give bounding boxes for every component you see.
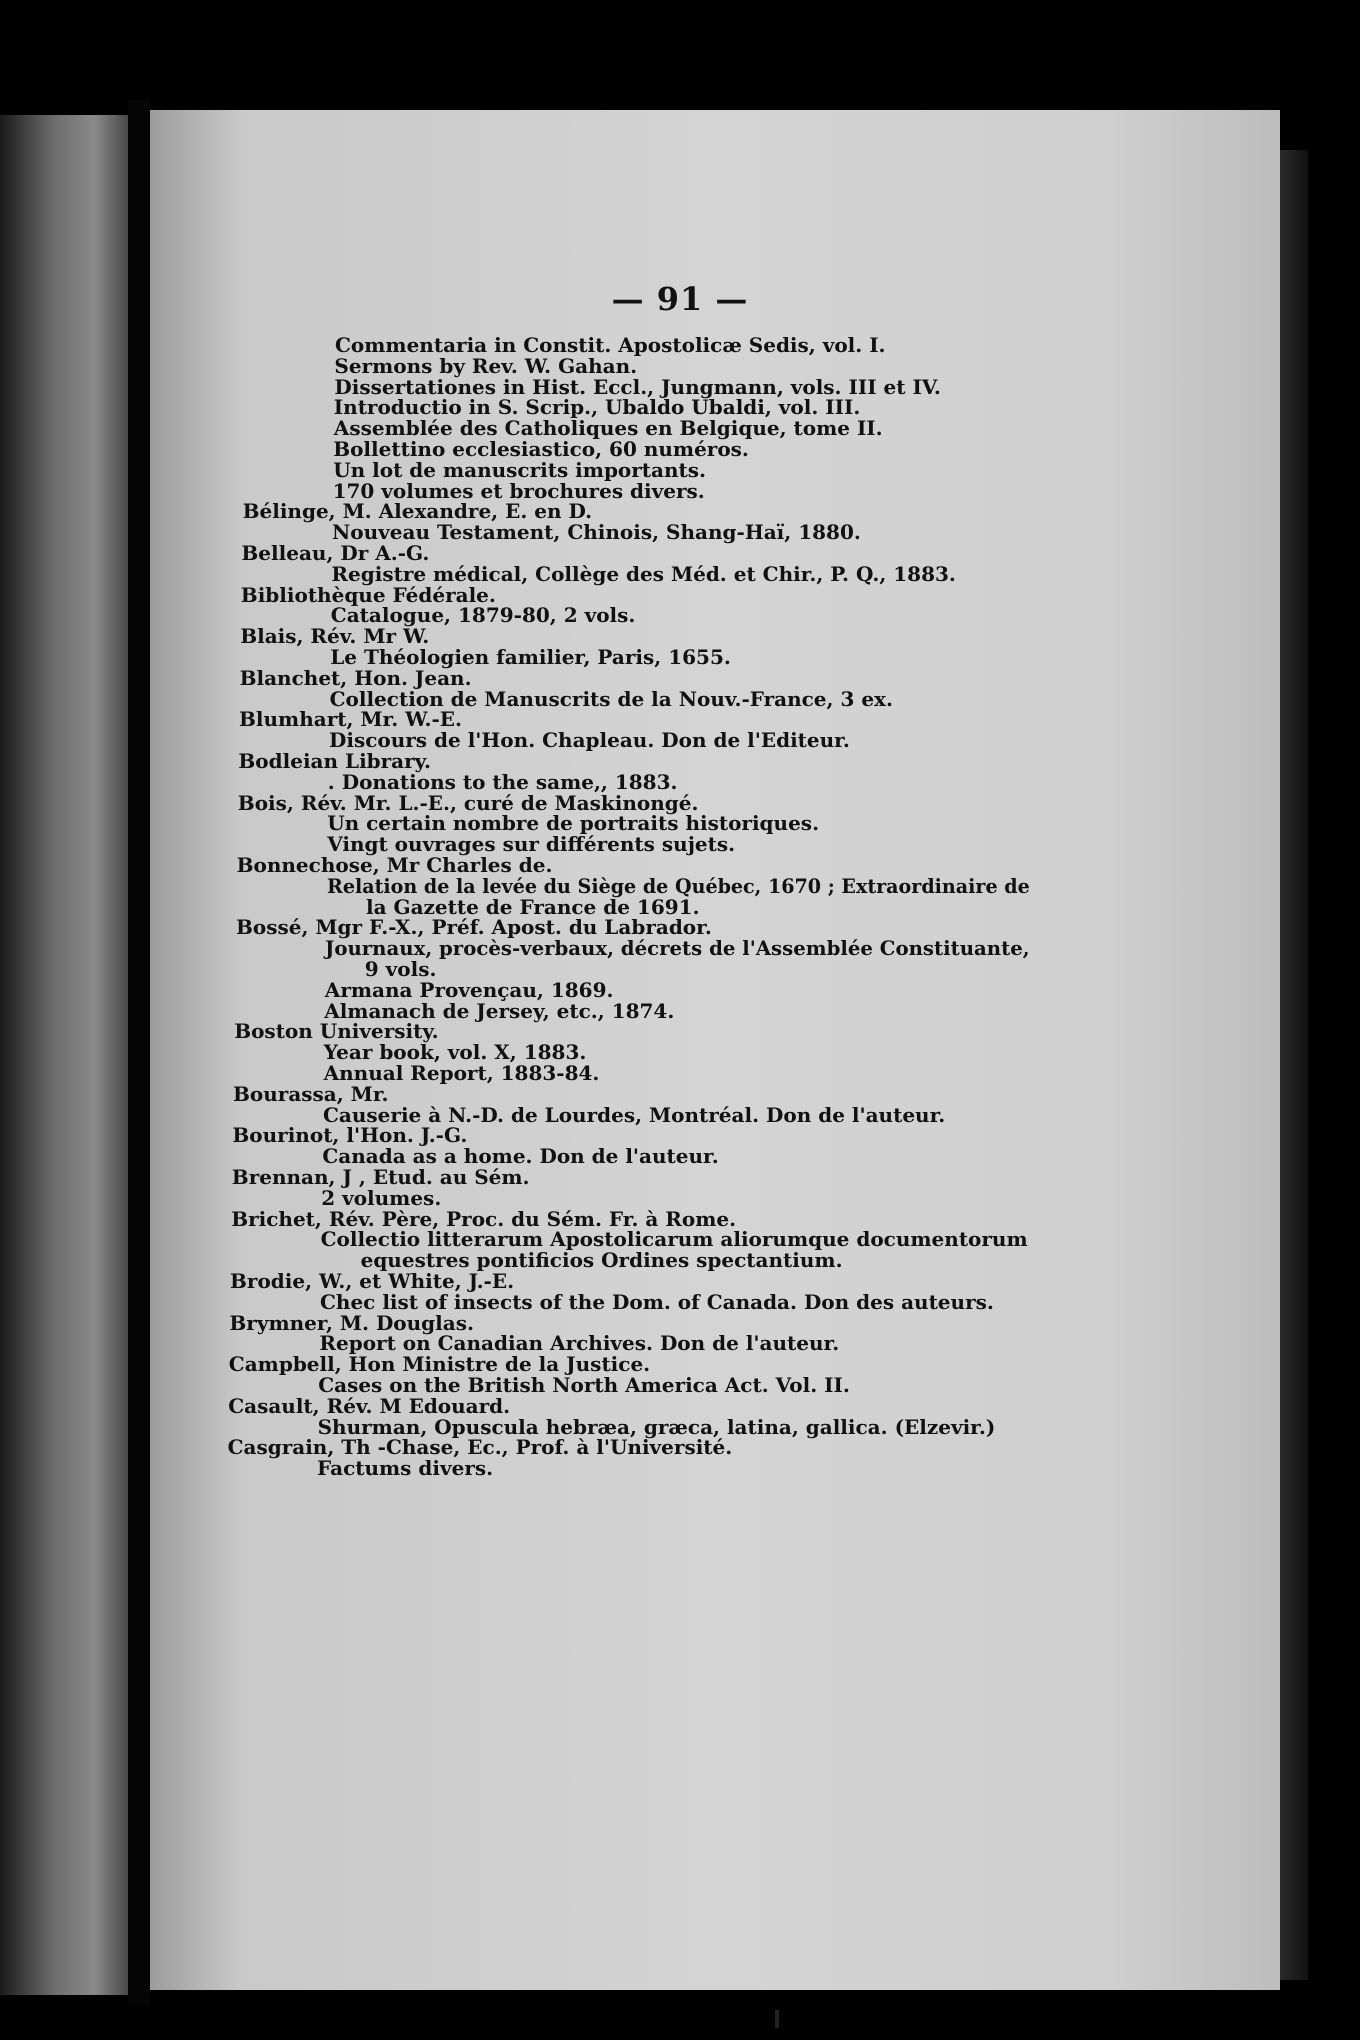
donated-item: Sermons by Rev. W. Gahan. (334, 353, 638, 378)
donated-item: Chec list of insects of the Dom. of Canada. Don des auteurs. (320, 1289, 994, 1314)
donated-item: Cases on the British North America Act. Vol. II. (318, 1373, 850, 1397)
donated-item: Report on Canadian Archives. Don de l'auteur. (319, 1331, 840, 1356)
donor-name: Brodie, W., et White, J.-E. (230, 1269, 515, 1293)
donated-item: Year book, vol. X, 1883. (323, 1040, 587, 1065)
donor-name: Bois, Rév. Mr. L.-E., curé de Maskinongé. (237, 790, 699, 815)
page-number: — 91 — (611, 280, 749, 318)
donated-item: 9 vols. (364, 957, 437, 981)
donated-item: 170 volumes et brochures divers. (332, 478, 705, 503)
donated-item: Un certain nombre de portraits historiques. (327, 811, 820, 836)
donor-name: Blumhart, Mr. W.-E. (239, 707, 462, 732)
book-gutter (128, 100, 150, 2005)
donated-item: Dissertationes in Hist. Eccl., Jungmann, vols. III et IV. (334, 374, 941, 399)
donor-name: Bonnechose, Mr Charles de. (236, 853, 553, 877)
donor-name: Bourassa, Mr. (233, 1081, 389, 1106)
donor-name: Bélinge, M. Alexandre, E. en D. (242, 499, 593, 524)
donor-name: Bourinot, l'Hon. J.-G. (232, 1123, 468, 1148)
donated-item: Annual Report, 1883-84. (323, 1061, 600, 1085)
donor-name: Brymner, M. Douglas. (229, 1310, 474, 1335)
donated-item: Discours de l'Hon. Chapleau. Don de l'Editeur. (329, 728, 850, 753)
donor-name: Bodleian Library. (238, 749, 431, 773)
donated-item: . Donations to the same,, 1883. (327, 769, 678, 794)
donated-item: Collection de Manuscrits de la Nouv.-France, 3 ex. (329, 686, 893, 711)
donor-name: Casgrain, Th -Chase, Ec., Prof. à l'Université. (227, 1435, 733, 1460)
donor-name: Belleau, Dr A.-G. (241, 541, 430, 565)
donated-item: Vingt ouvrages sur différents sujets. (327, 832, 736, 857)
page-mark (775, 2010, 779, 2028)
donated-item: Bollettino ecclesiastico, 60 numéros. (333, 437, 749, 461)
donated-item: Le Théologien familier, Paris, 1655. (330, 645, 731, 669)
donated-item: Causerie à N.-D. de Lourdes, Montréal. Don de l'auteur. (323, 1102, 946, 1127)
donated-item: Journaux, procès-verbaux, décrets de l'Assemblée Constituante, (325, 936, 1031, 961)
donated-item: Shurman, Opuscula hebræa, græca, latina, gallica. (Elzevir.) (317, 1414, 996, 1439)
donor-name: Boston University. (234, 1019, 439, 1044)
donated-item: Armana Provençau, 1869. (324, 977, 614, 1002)
donor-name: Campbell, Hon Ministre de la Justice. (228, 1352, 651, 1377)
donated-item: Commentaria in Constit. Apostolicæ Sedis, vol. I. (335, 333, 886, 357)
page-edge-shadow (1280, 150, 1308, 1980)
donor-name: Blanchet, Hon. Jean. (239, 665, 472, 690)
donor-name: Bossé, Mgr F.-X., Préf. Apost. du Labrador. (236, 915, 712, 940)
donated-item: Collectio litterarum Apostolicarum aliorumque documentorum (320, 1227, 1028, 1252)
donor-name: Brichet, Rév. Père, Proc. du Sém. Fr. à Rome. (231, 1206, 737, 1231)
donor-name: Bibliothèque Fédérale. (240, 582, 496, 607)
donor-name: Brennan, J , Etud. au Sém. (231, 1165, 530, 1189)
donated-item: Catalogue, 1879-80, 2 vols. (330, 603, 636, 628)
donated-item: Assemblée des Catholiques en Belgique, tome II. (333, 416, 883, 441)
donated-item: Factums divers. (317, 1456, 494, 1481)
donor-name: Casault, Rév. M Edouard. (228, 1393, 511, 1418)
donated-item: equestres pontificios Ordines spectantium. (360, 1248, 843, 1273)
donated-item: Un lot de manuscrits importants. (333, 457, 706, 482)
donated-item: Introductio in S. Scrip., Ubaldo Ubaldi, vol. III. (333, 395, 861, 420)
donated-item: 2 volumes. (321, 1185, 442, 1210)
donated-item: Almanach de Jersey, etc., 1874. (324, 998, 675, 1023)
donated-item: Relation de la levée du Siège de Québec, 1670 ; Extraordinaire de (326, 873, 1030, 898)
donated-item: Nouveau Testament, Chinois, Shang-Haï, 1880. (332, 520, 861, 545)
donor-name: Blais, Rév. Mr W. (240, 624, 430, 649)
donated-item: Canada as a home. Don de l'auteur. (322, 1144, 719, 1169)
donated-item: Registre médical, Collège des Méd. et Chir., P. Q., 1883. (331, 561, 956, 586)
donated-item: la Gazette de France de 1691. (366, 894, 700, 919)
facing-page-edge (0, 115, 135, 1995)
